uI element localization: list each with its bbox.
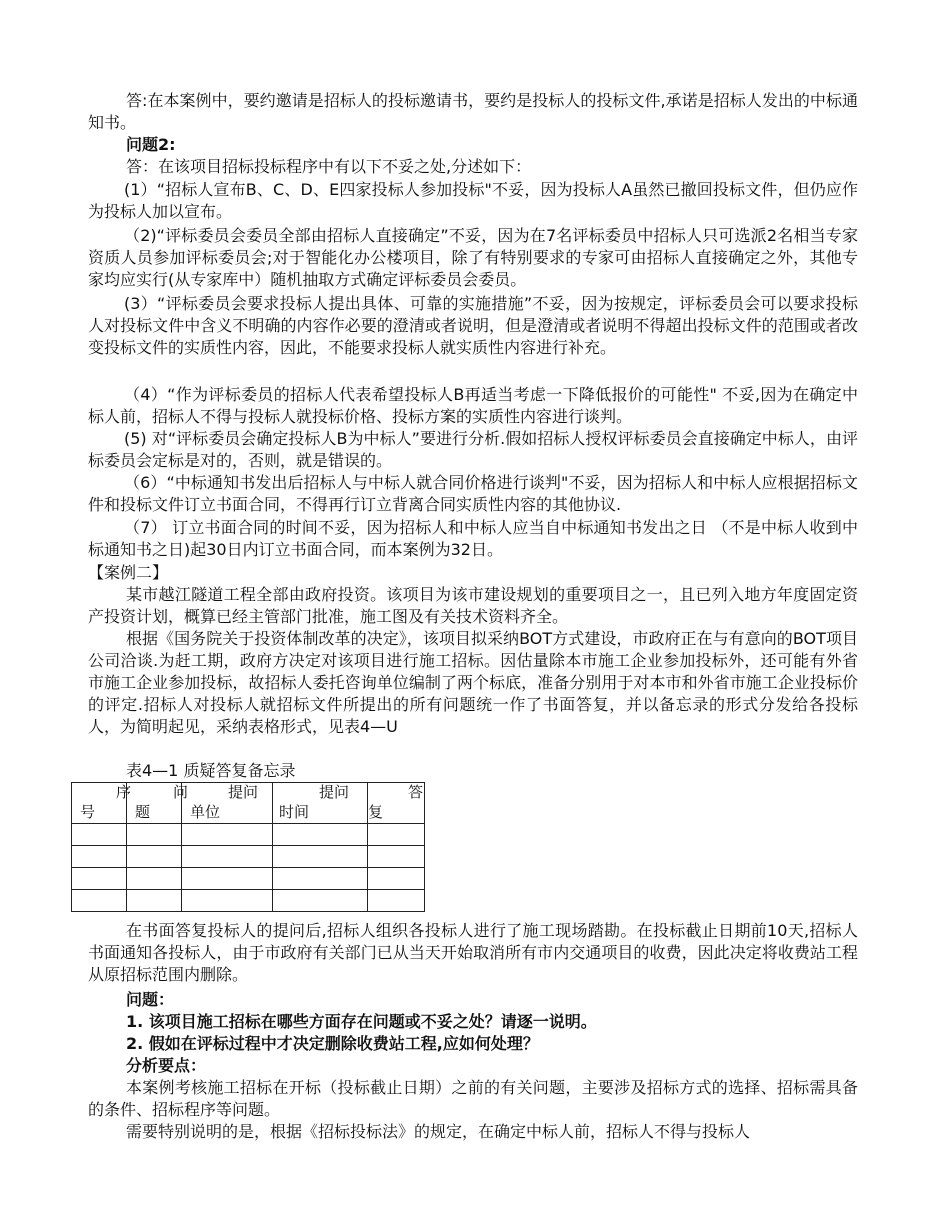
question-2: 2. 假如在评标过程中才决定删除收费站工程,应如何处理？ bbox=[126, 1034, 539, 1053]
case-two-details: 根据《国务院关于投资体制改革的决定》，该项目拟采纳BOT方式建设，市政府正在与有意向的BOT项目公司洽谈.为赶工期，政府方决定对该项目进行施工招标。因估量除本市施工企业参加投标外，还可能有外省市施工企业参加投标，故招标人委托咨询单位编制了两个标底，准备分别用于对本市和外省市施工企业投标价的评定.招标人对投标人就招标文件所提出的所有问题统一作了书面答复，并以备忘录的形式分发给各投标人，为简明起见，采纳表格形式，见表4—U bbox=[88, 629, 858, 736]
memo-table bbox=[71, 782, 425, 912]
header-question: 问 题 bbox=[127, 783, 182, 824]
header-serial-number: 序 号 bbox=[72, 783, 127, 824]
case-two-heading: 【案例二】 bbox=[88, 563, 169, 582]
point-5: (5) 对“评标委员会确定投标人B为中标人”要进行分析.假如招标人授权评标委员会直接确定中标人，由评标委员会定标是对的，否则，就是错误的。 bbox=[88, 429, 858, 470]
point-3: (3）“评标委员会要求投标人提出具体、可靠的实施措施”不妥，因为按规定，评标委员会可以要求投标人对投标文件中含义不明确的内容作必要的澄清或者说明，但是澄清或者说明不得超出投标文件的范围或者改变投标文件的实质性内容，因此，不能要求投标人就实质性内容进行补充。 bbox=[88, 294, 858, 357]
table-row bbox=[72, 824, 425, 846]
analysis-paragraph-1: 本案例考核施工招标在开标（投标截止日期）之前的有关问题，主要涉及招标方式的选择、招标需具备的条件、招标程序等问题。 bbox=[88, 1078, 858, 1119]
point-1: (1）“招标人宣布B、C、D、E四家投标人参加投标"不妥，因为投标人A虽然已撤回投标文件，但仍应作为投标人加以宣布。 bbox=[88, 180, 858, 221]
question-2-heading: 问题2: bbox=[126, 135, 176, 154]
table-row bbox=[72, 846, 425, 868]
table-row bbox=[72, 890, 425, 912]
point-7: （7） 订立书面合同的时间不妥，因为招标人和中标人应当自中标通知书发出之日 （不是中标人收到中标通知书之日)起30日内订立书面合同，而本案例为32日。 bbox=[88, 518, 858, 559]
point-2: （2)“评标委员会委员全部由招标人直接确定”不妥，因为在7名评标委员中招标人只可选派2名相当专家资质人员参加评标委员会;对于智能化办公楼项目，除了有特别要求的专家可由招标人直接确定之外，其他专家均应实行(从专家库中）随机抽取方式确定评标委员会委员。 bbox=[88, 226, 858, 289]
answer-paragraph-1: 答:在本案例中，要约邀请是招标人的投标邀请书，要约是投标人的投标文件,承诺是招标人发出的中标通知书。 bbox=[88, 91, 858, 132]
answer-intro: 答：在该项目招标投标程序中有以下不妥之处,分述如下： bbox=[126, 157, 532, 176]
case-two-background: 某市越江隧道工程全部由政府投资。该项目为该市建设规划的重要项目之一，且已列入地方年度固定资产投资计划，概算已经主管部门批准，施工图及有关技术资料齐全。 bbox=[88, 585, 858, 626]
table-row bbox=[72, 868, 425, 890]
table-caption: 表4—1 质疑答复备忘录 bbox=[126, 761, 296, 780]
header-reply: 答 复 bbox=[368, 783, 425, 824]
table-header-row bbox=[72, 783, 425, 824]
point-6: （6）“中标通知书发出后招标人与中标人就合同价格进行谈判"不妥，因为招标人和中标人应根据招标文件和投标文件订立书面合同，不得再行订立背离合同实质性内容的其他协议. bbox=[88, 473, 858, 514]
point-4: （4）“作为评标委员的招标人代表希望投标人B再适当考虑一下降低报价的可能性" 不妥,因为在确定中标人前，招标人不得与投标人就投标价格、投标方案的实质性内容进行谈判。 bbox=[88, 385, 858, 426]
header-asking-unit: 提问 单位 bbox=[182, 783, 273, 824]
site-visit-paragraph: 在书面答复投标人的提问后,招标人组织各投标人进行了施工现场踏勘。在投标截止日期前10天,招标人书面通知各投标人，由于市政府有关部门已从当天开始取消所有市内交通项目的收费，因此决定将收费站工程从原招标范围内删除。 bbox=[88, 921, 858, 984]
analysis-heading: 分析要点： bbox=[126, 1056, 207, 1075]
questions-heading: 问题： bbox=[126, 990, 175, 1009]
header-asking-time: 提问 时间 bbox=[273, 783, 368, 824]
question-1: 1. 该项目施工招标在哪些方面存在问题或不妥之处？请逐一说明。 bbox=[126, 1012, 597, 1031]
analysis-paragraph-2: 需要特别说明的是，根据《招标投标法》的规定，在确定中标人前，招标人不得与投标人 bbox=[126, 1122, 751, 1141]
